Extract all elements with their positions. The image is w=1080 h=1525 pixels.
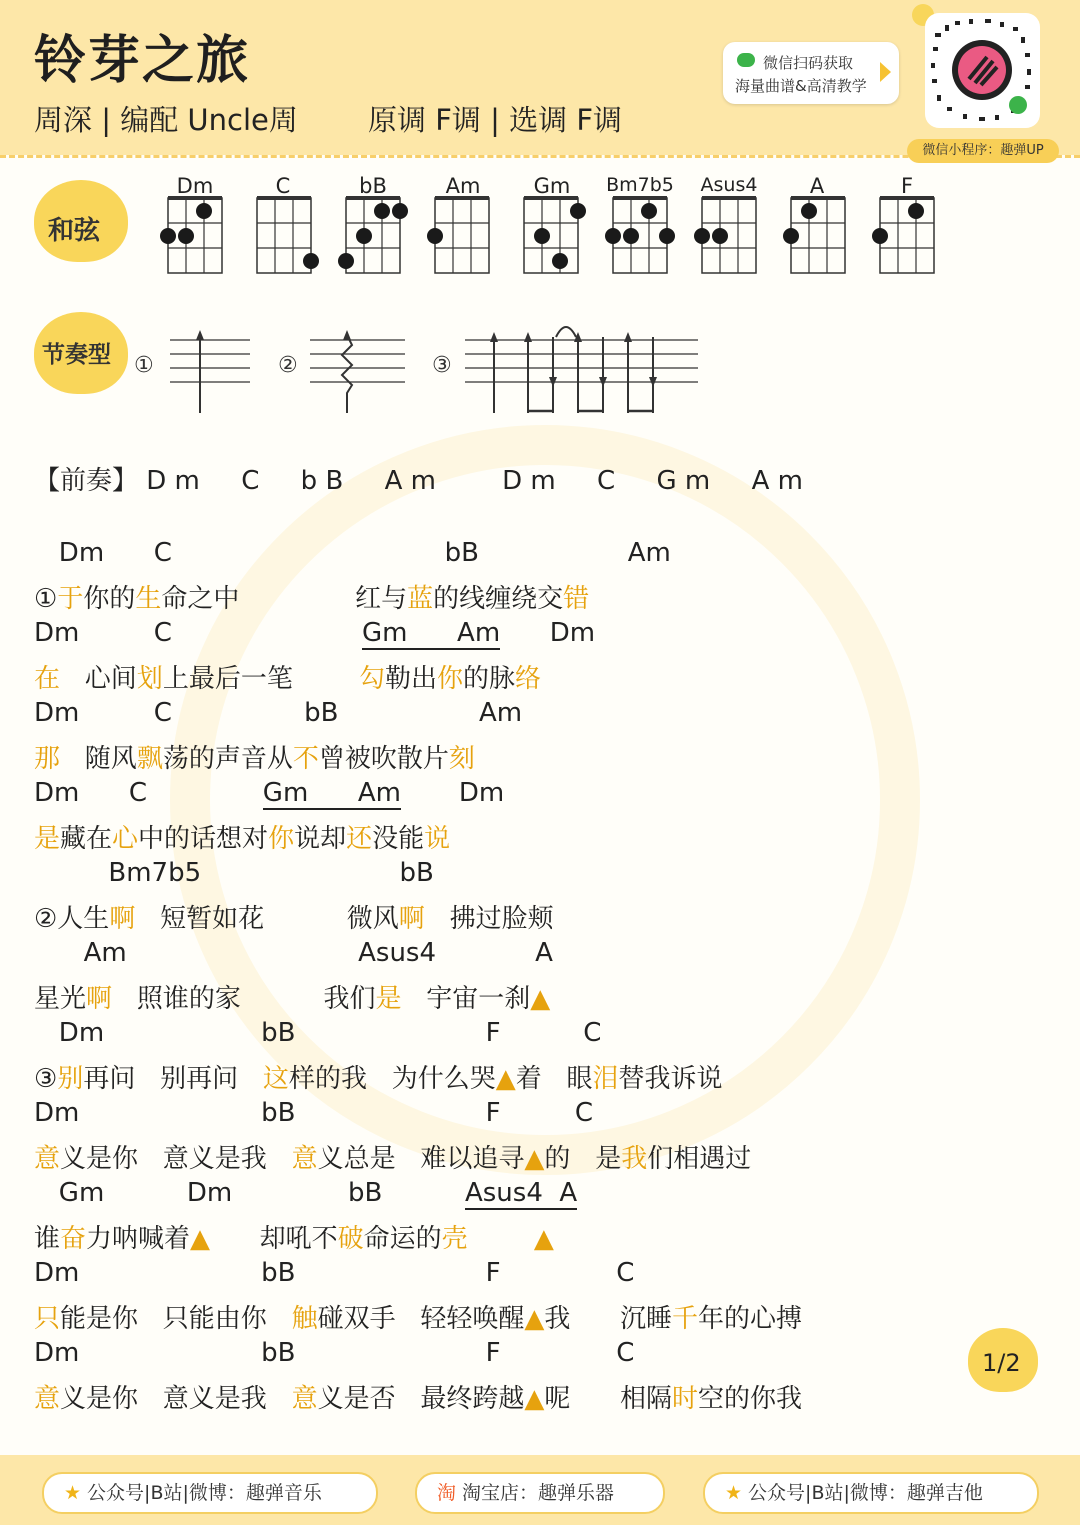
highlighted-syllable: 意 <box>34 1384 61 1414</box>
footer-text: 公众号|B站|微博：趣弹音乐 <box>87 1482 322 1504</box>
highlighted-syllable: 时 <box>672 1384 699 1414</box>
lyric-row: 星光啊 照谁的家 我们是 宇宙一刹▲ <box>34 984 551 1014</box>
highlighted-syllable: 还 <box>346 824 373 854</box>
rhythm-number-2: ② <box>278 353 298 378</box>
chord-row: Dm C bB Am <box>34 538 671 568</box>
lyric-row: 意义是你 意义是我 意义总是 难以追寻▲的 是我们相遇过 <box>34 1144 752 1174</box>
triangle-icon: ▲ <box>190 1224 211 1254</box>
highlighted-syllable: 啊 <box>86 984 113 1014</box>
highlighted-syllable: 别 <box>57 1064 84 1094</box>
wechat-icon <box>737 53 755 67</box>
chord-name-dm: Dm <box>176 174 214 198</box>
lyric-row: 在 心间划上最后一笔 勾勒出你的脉络 <box>34 664 542 694</box>
qr-code[interactable] <box>925 13 1040 128</box>
chord-grid-icons <box>0 190 1080 285</box>
highlighted-syllable: 这 <box>262 1064 289 1094</box>
chord-name-a: A <box>809 174 825 198</box>
chord-row: Dm bB F C <box>34 1098 594 1128</box>
highlighted-syllable: 奋 <box>60 1224 87 1254</box>
highlighted-syllable: 是 <box>375 984 402 1014</box>
footer-text: 淘宝店：趣弹乐器 <box>462 1482 615 1504</box>
highlighted-syllable: 啊 <box>398 904 425 934</box>
page-number: 1/2 <box>982 1349 1021 1377</box>
highlighted-syllable: 勾 <box>358 664 385 694</box>
wechat-promo-button[interactable] <box>723 42 899 104</box>
highlighted-syllable: 心 <box>112 824 139 854</box>
footer-link-guitar[interactable] <box>703 1472 1039 1514</box>
lyric-row: 只能是你 只能由你 触碰双手 轻轻唤醒▲我 沉睡千年的心搏 <box>34 1304 803 1334</box>
chord-name-c: C <box>275 174 291 198</box>
chord-row: Bm7b5 bB <box>34 858 434 888</box>
highlighted-syllable: 络 <box>515 664 542 694</box>
highlighted-syllable: 蓝 <box>407 584 434 614</box>
highlighted-syllable: 错 <box>563 584 590 614</box>
highlighted-syllable: 你 <box>268 824 295 854</box>
highlighted-syllable: 刻 <box>448 744 475 774</box>
highlighted-syllable: 触 <box>291 1304 318 1334</box>
triangle-icon: ▲ <box>530 984 551 1014</box>
key-info: 原调 F调 | 选调 F调 <box>368 103 623 137</box>
highlighted-syllable: 飘 <box>136 744 163 774</box>
rhythm-number-3: ③ <box>432 353 452 378</box>
highlighted-syllable: 我 <box>621 1144 648 1174</box>
highlighted-syllable: 那 <box>34 744 61 774</box>
triangle-icon: ▲ <box>524 1384 545 1414</box>
intro-line: 【前奏】 D m C b B A m D m C G m A m <box>34 466 803 496</box>
highlighted-syllable: 划 <box>136 664 163 694</box>
highlighted-syllable: 千 <box>672 1304 699 1334</box>
artist-arranger: 周深 | 编配 Uncle周 <box>34 103 298 137</box>
lyric-row: 是藏在心中的话想对你说却还没能说 <box>34 824 451 854</box>
highlighted-syllable: 啊 <box>109 904 136 934</box>
highlighted-syllable: 你 <box>436 664 463 694</box>
song-title: 铃芽之旅 <box>34 31 251 91</box>
lyric-row: 那 随风飘荡的声音从不曾被吹散片刻 <box>34 744 475 774</box>
rhythm-pattern-icons <box>0 315 760 420</box>
footer-text: 公众号|B站|微博：趣弹吉他 <box>748 1482 983 1504</box>
highlighted-syllable: 意 <box>291 1144 318 1174</box>
chords-heading: 和弦 <box>48 216 101 246</box>
highlighted-syllable: 意 <box>291 1384 318 1414</box>
highlighted-syllable: 说 <box>424 824 451 854</box>
chord-row: Dm bB F C <box>34 1258 635 1288</box>
chord-name-asus4: Asus4 <box>700 174 758 196</box>
highlighted-syllable: 在 <box>34 664 61 694</box>
chord-row: Dm bB F C <box>34 1018 602 1048</box>
star-icon: ★ <box>64 1482 82 1504</box>
mini-program-label: 微信小程序：趣弹UP <box>907 139 1059 163</box>
chord-name-bm7b5: Bm7b5 <box>606 174 674 196</box>
rhythm-number-1: ① <box>134 353 154 378</box>
chord-row: Dm C Gm Am Dm <box>34 618 596 648</box>
chord-name-gm: Gm <box>533 174 571 198</box>
chord-row: Dm C bB Am <box>34 698 523 728</box>
lyric-row: 意义是你 意义是我 意义是否 最终跨越▲呢 相隔时空的你我 <box>34 1384 803 1414</box>
lyric-row: ②人生啊 短暂如花 微风啊 拂过脸颊 <box>34 904 554 934</box>
slide-chord-group: Gm Am <box>262 778 401 808</box>
chord-row: Gm Dm bB Asus4 A <box>34 1178 578 1208</box>
highlighted-syllable: 壳 <box>441 1224 468 1254</box>
highlighted-syllable: 破 <box>337 1224 364 1254</box>
highlighted-syllable: 生 <box>135 584 162 614</box>
slide-chord-group: Gm Am <box>361 618 501 648</box>
highlighted-syllable: 泪 <box>592 1064 619 1094</box>
chord-row: Dm bB F C <box>34 1338 635 1368</box>
triangle-icon: ▲ <box>524 1144 545 1174</box>
lyric-row: ③别再问 别再问 这样的我 为什么哭▲着 眼泪替我诉说 <box>34 1064 723 1094</box>
triangle-icon: ▲ <box>495 1064 516 1094</box>
highlighted-syllable: 是 <box>34 824 61 854</box>
chord-row: Dm C Gm Am Dm <box>34 778 505 808</box>
rhythm-heading: 节奏型 <box>42 342 111 368</box>
footer-link-taobao[interactable] <box>415 1472 665 1514</box>
chord-row: Am Asus4 A <box>34 938 553 968</box>
taobao-icon: 淘 <box>437 1482 457 1504</box>
chord-name-bb: bB <box>359 174 387 198</box>
highlighted-syllable: 意 <box>34 1144 61 1174</box>
highlighted-syllable: 于 <box>57 584 84 614</box>
chord-name-f: F <box>900 174 914 198</box>
slide-chord-group: Asus4 A <box>464 1178 578 1208</box>
chevron-right-icon <box>880 62 891 82</box>
star-icon: ★ <box>725 1482 743 1504</box>
chord-name-am: Am <box>445 174 481 198</box>
footer-link-music[interactable] <box>42 1472 378 1514</box>
triangle-icon: ▲ <box>533 1224 554 1254</box>
triangle-icon: ▲ <box>524 1304 545 1334</box>
promo-line1: 微信扫码获取 <box>763 54 854 72</box>
highlighted-syllable: 只 <box>34 1304 61 1334</box>
promo-line2: 海量曲谱&高清教学 <box>735 77 867 95</box>
qr-code-icon <box>925 13 1040 128</box>
highlighted-syllable: 不 <box>292 744 319 774</box>
lyric-row: 谁奋力呐喊着▲ 却吼不破命运的壳 ▲ <box>34 1224 554 1254</box>
lyric-row: ①于你的生命之中 红与蓝的线缠绕交错 <box>34 584 590 614</box>
